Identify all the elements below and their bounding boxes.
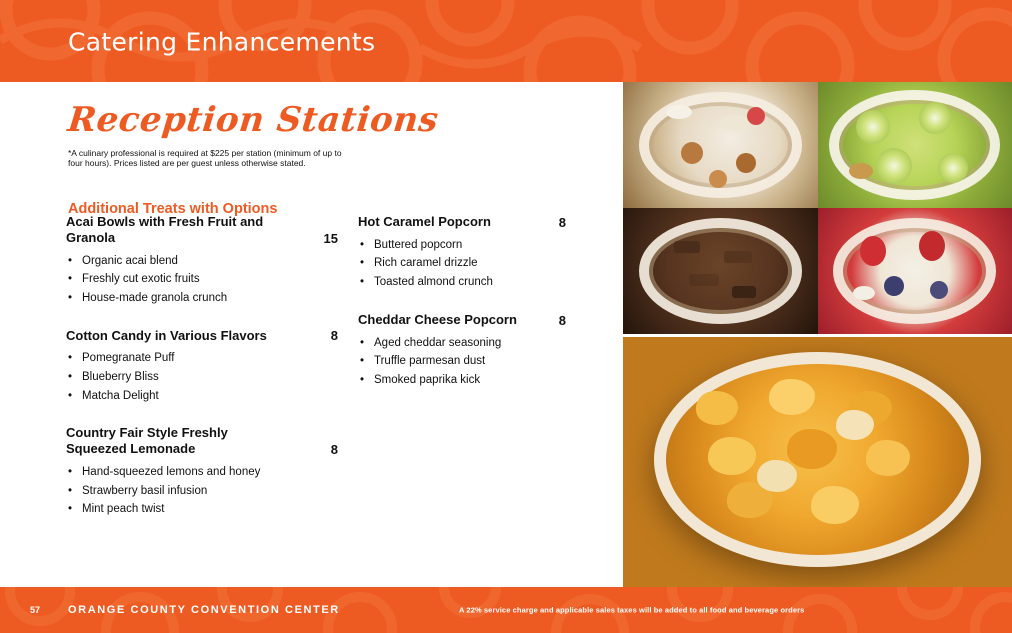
popcorn-photo <box>623 337 1012 587</box>
page-header <box>0 0 1012 82</box>
pricing-note: *A culinary professional is required at $225 per station (minimum of up to four hours). Prices listed are per guest unless otherwise stated. <box>68 148 342 168</box>
popcorn-bowl <box>654 352 981 567</box>
menu-item-options <box>66 349 356 405</box>
acai-bowl-coconut-quadrant <box>623 82 818 208</box>
list-item: • Organic acai blend <box>66 252 356 271</box>
menu-item-price: 8 <box>330 328 338 344</box>
menu-item <box>358 214 608 292</box>
list-item: • Blueberry Bliss <box>66 368 356 387</box>
page-footer <box>0 587 1012 633</box>
menu-column-left <box>66 214 356 539</box>
menu-item-name: Country Fair Style Freshly Squeezed Lemonade <box>66 425 228 457</box>
photo-column <box>623 82 1012 587</box>
footer-service-charge-note: A 22% service charge and applicable sales taxes will be added to all food and beverage orders <box>459 605 805 615</box>
acai-bowls-photo <box>623 82 1012 334</box>
acai-bowl-berries-quadrant <box>818 208 1012 334</box>
page-title: Catering Enhancements <box>68 27 376 57</box>
section-script-title: Reception Stations <box>65 100 441 140</box>
additional-treats-heading: Additional Treats with Options <box>68 201 278 217</box>
menu-item-price: 15 <box>323 230 338 246</box>
menu-item-options <box>66 252 356 308</box>
menu-item-options <box>358 334 608 390</box>
menu-item-name: Cheddar Cheese Popcorn <box>358 311 517 327</box>
acai-bowl-chocolate-quadrant <box>623 208 818 334</box>
list-item: • Aged cheddar seasoning <box>358 334 608 353</box>
list-item: • Smoked paprika kick <box>358 371 608 390</box>
list-item: • Matcha Delight <box>66 387 356 406</box>
menu-item <box>66 425 356 519</box>
list-item: • Buttered popcorn <box>358 236 608 255</box>
menu-item-options <box>358 236 608 292</box>
list-item: • House-made granola crunch <box>66 289 356 308</box>
menu-column-right <box>358 214 608 409</box>
menu-item-name: Hot Caramel Popcorn <box>358 214 491 229</box>
list-item: • Freshly cut exotic fruits <box>66 270 356 289</box>
page-number: 57 <box>30 605 41 615</box>
list-item: • Pomegranate Puff <box>66 349 356 368</box>
footer-brand: ORANGE COUNTY CONVENTION CENTER <box>68 604 340 616</box>
list-item: • Toasted almond crunch <box>358 273 608 292</box>
list-item: • Mint peach twist <box>66 500 356 519</box>
menu-item-price: 8 <box>558 214 566 230</box>
menu-item-options <box>66 463 356 519</box>
menu-content <box>0 82 623 587</box>
list-item: • Truffle parmesan dust <box>358 352 608 371</box>
list-item: • Rich caramel drizzle <box>358 254 608 273</box>
menu-item <box>66 214 356 308</box>
list-item: • Strawberry basil infusion <box>66 482 356 501</box>
menu-item <box>358 312 608 390</box>
menu-item <box>66 328 356 406</box>
menu-item-price: 8 <box>330 442 338 458</box>
menu-item-price: 8 <box>558 312 566 328</box>
list-item: • Hand-squeezed lemons and honey <box>66 463 356 482</box>
acai-bowl-kiwi-quadrant <box>818 82 1012 208</box>
menu-item-name: Cotton Candy in Various Flavors <box>66 327 267 343</box>
menu-item-name: Acai Bowls with Fresh Fruit and Granola <box>66 214 264 245</box>
